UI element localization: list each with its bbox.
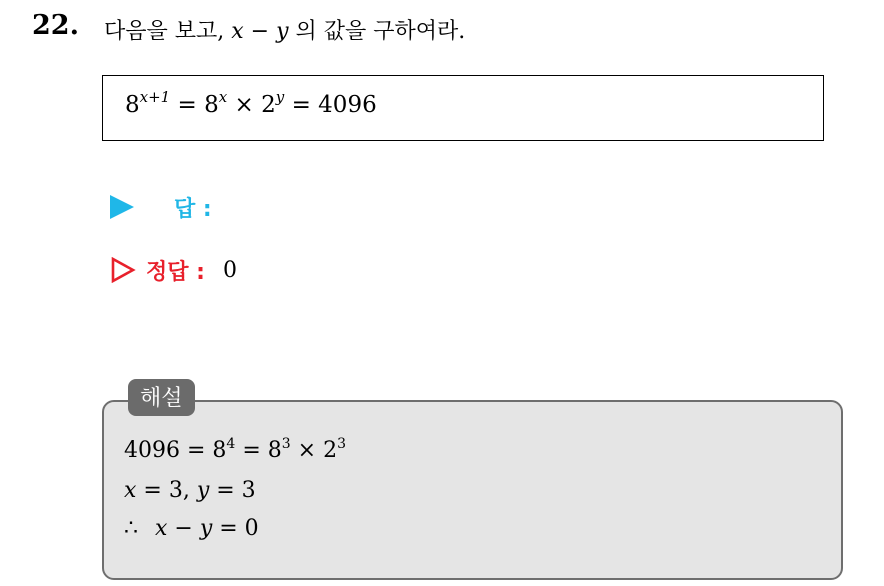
question-text-after: 의 값을 구하여라. xyxy=(295,19,466,44)
question-text-before: 다음을 보고, xyxy=(104,19,225,44)
expl2-p1: = 3, xyxy=(136,478,197,503)
explanation-tag: 해설 xyxy=(128,379,195,416)
expl3-expr: x − y xyxy=(155,516,213,541)
expl2-x: x xyxy=(124,478,137,503)
explanation-line-2 xyxy=(124,478,256,503)
answer-label: 답 : xyxy=(174,196,212,222)
therefore-symbol: ∴ xyxy=(124,516,138,541)
eq-base-3: 2 xyxy=(261,92,276,118)
expl1-b-exp: 3 xyxy=(281,436,291,452)
question-number: 22. xyxy=(32,10,79,41)
eq-exp-3: y xyxy=(275,88,285,106)
question-text xyxy=(104,14,465,45)
question-expression: x − y xyxy=(231,19,289,44)
expl1-a: 4096 = 8 xyxy=(124,438,227,463)
given-equation-box xyxy=(102,75,824,141)
explanation-line-3 xyxy=(124,516,259,541)
expl2-y: y xyxy=(196,478,210,503)
eq-result: 4096 xyxy=(318,92,377,118)
answer-row xyxy=(110,192,212,222)
eq-times: × xyxy=(234,92,254,118)
outline-triangle-icon xyxy=(110,257,136,283)
expl3-p: = 0 xyxy=(212,516,259,541)
expl1-c-exp: 3 xyxy=(337,436,347,452)
expl1-c: × 2 xyxy=(290,438,338,463)
eq-equals-1: = xyxy=(177,92,197,118)
eq-base-1: 8 xyxy=(125,92,140,118)
play-triangle-icon xyxy=(110,195,134,219)
eq-equals-2: = xyxy=(291,92,311,118)
eq-base-2: 8 xyxy=(204,92,219,118)
explanation-line-1 xyxy=(124,438,346,463)
expl2-p2: = 3 xyxy=(209,478,256,503)
eq-exp-1: x+1 xyxy=(139,88,171,106)
correct-answer-label: 정답 : xyxy=(146,259,205,285)
eq-exp-2: x xyxy=(218,88,228,106)
expl1-a-exp: 4 xyxy=(226,436,236,452)
correct-answer-row xyxy=(110,255,237,285)
given-equation xyxy=(125,88,377,118)
correct-answer-value: 0 xyxy=(222,257,237,283)
expl1-b: = 8 xyxy=(235,438,282,463)
